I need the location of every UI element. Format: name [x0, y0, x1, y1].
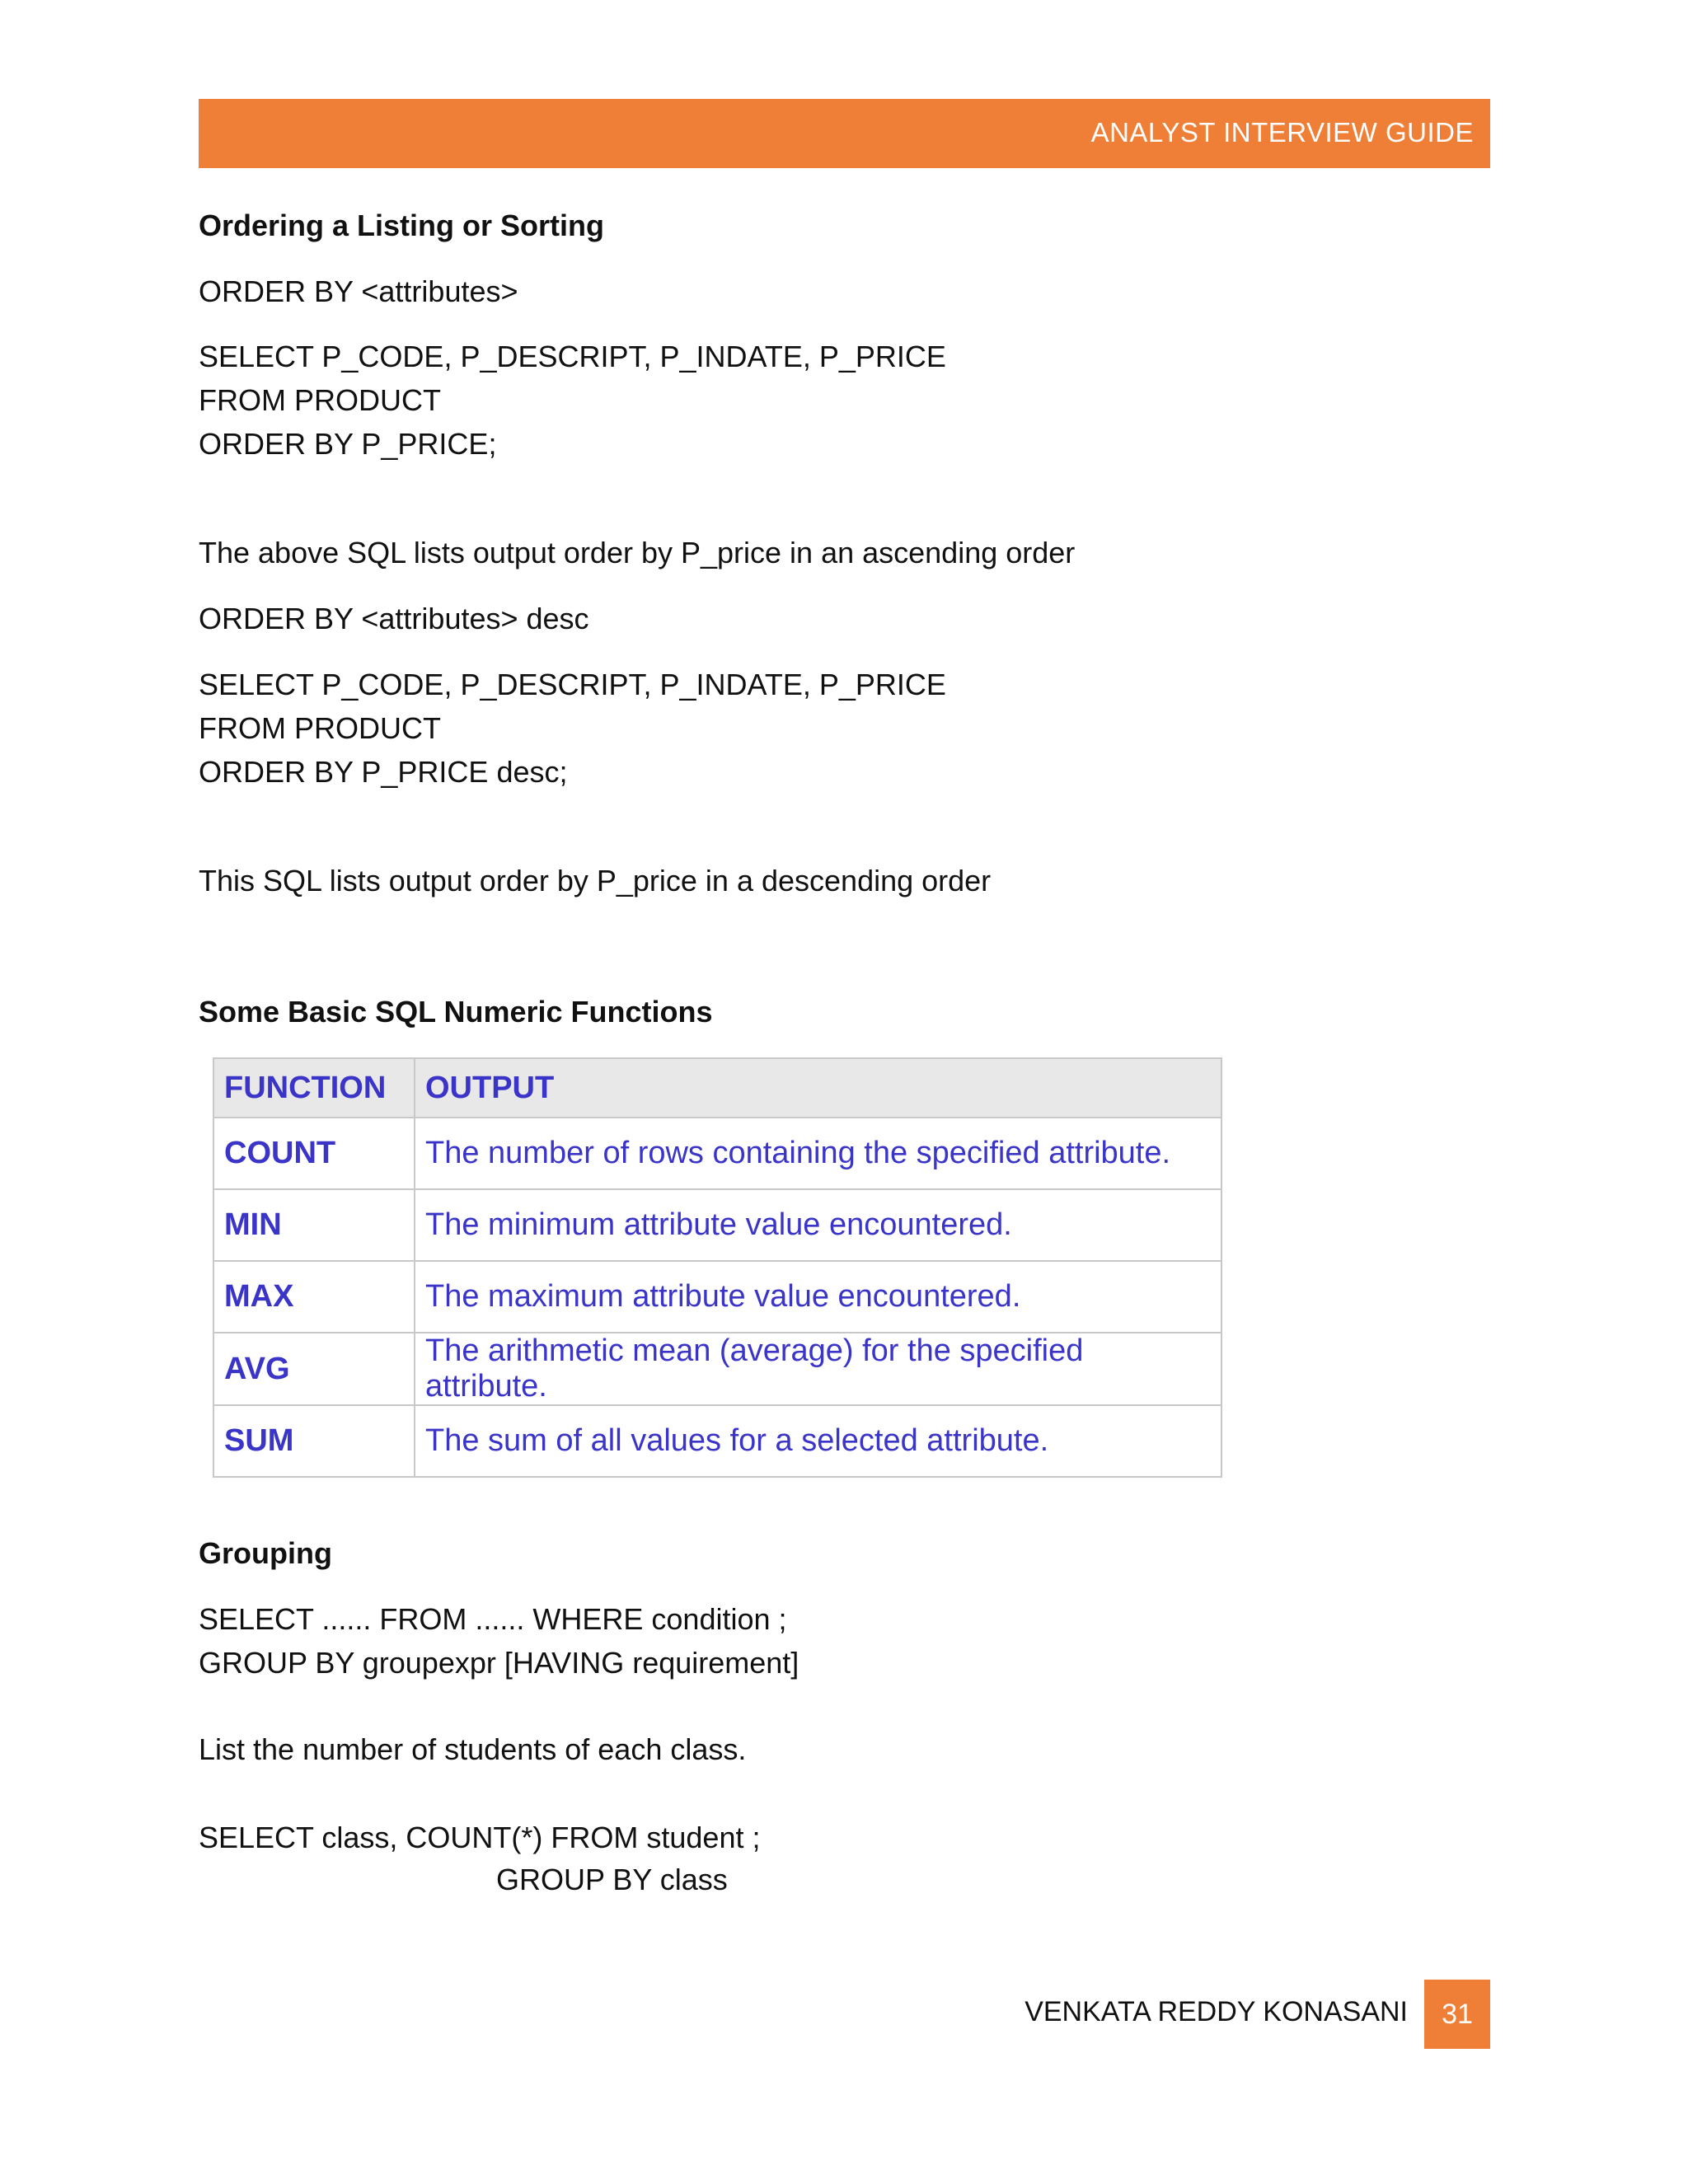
page-number-badge: 31	[1424, 1980, 1490, 2049]
function-name-cell: MIN	[213, 1189, 415, 1261]
ordering-syntax-desc: ORDER BY <attributes> desc	[199, 602, 589, 635]
grouping-syntax-line-2: GROUP BY groupexpr [HAVING requirement]	[199, 1646, 799, 1680]
footer-author: VENKATA REDDY KONASANI	[1025, 1996, 1408, 2027]
table-header-row	[213, 1058, 1221, 1118]
table-row	[213, 1405, 1221, 1477]
column-header-function: FUNCTION	[213, 1058, 415, 1118]
grouping-example-sql-line-1: SELECT class, COUNT(*) FROM student ;	[199, 1821, 761, 1854]
grouping-heading: Grouping	[199, 1536, 332, 1570]
table-row	[213, 1118, 1221, 1189]
sql-asc-line-2: FROM PRODUCT	[199, 383, 441, 417]
functions-table	[213, 1057, 1222, 1478]
grouping-example-sql-line-2: GROUP BY class	[496, 1863, 728, 1896]
explain-asc: The above SQL lists output order by P_price in an ascending order	[199, 536, 1076, 569]
function-output-cell: The sum of all values for a selected attribute.	[415, 1405, 1221, 1477]
sql-desc-line-3: ORDER BY P_PRICE desc;	[199, 755, 568, 789]
header-title: ANALYST INTERVIEW GUIDE	[1090, 117, 1474, 148]
explain-desc: This SQL lists output order by P_price in a descending order	[199, 864, 992, 898]
function-name-cell: MAX	[213, 1261, 415, 1333]
ordering-heading: Ordering a Listing or Sorting	[199, 209, 605, 242]
grouping-syntax-line-1: SELECT ...... FROM ...... WHERE condition ;	[199, 1602, 787, 1636]
sql-asc-line-1: SELECT P_CODE, P_DESCRIPT, P_INDATE, P_PRICE	[199, 340, 946, 373]
header-bar	[199, 99, 1490, 168]
function-name-cell: AVG	[213, 1333, 415, 1405]
function-output-cell: The maximum attribute value encountered.	[415, 1261, 1221, 1333]
functions-table-wrapper	[213, 1057, 1222, 1478]
sql-asc-line-3: ORDER BY P_PRICE;	[199, 427, 497, 461]
table-row	[213, 1261, 1221, 1333]
table-row	[213, 1189, 1221, 1261]
function-name-cell: SUM	[213, 1405, 415, 1477]
grouping-example-text: List the number of students of each class.	[199, 1732, 747, 1766]
column-header-output: OUTPUT	[415, 1058, 1221, 1118]
function-output-cell: The arithmetic mean (average) for the specified attribute.	[415, 1333, 1221, 1405]
function-name-cell: COUNT	[213, 1118, 415, 1189]
functions-heading: Some Basic SQL Numeric Functions	[199, 995, 713, 1029]
sql-desc-line-1: SELECT P_CODE, P_DESCRIPT, P_INDATE, P_PRICE	[199, 668, 946, 701]
function-output-cell: The minimum attribute value encountered.	[415, 1189, 1221, 1261]
function-output-cell: The number of rows containing the specified attribute.	[415, 1118, 1221, 1189]
sql-desc-line-2: FROM PRODUCT	[199, 711, 441, 745]
ordering-syntax-asc: ORDER BY <attributes>	[199, 274, 518, 308]
table-row	[213, 1333, 1221, 1405]
